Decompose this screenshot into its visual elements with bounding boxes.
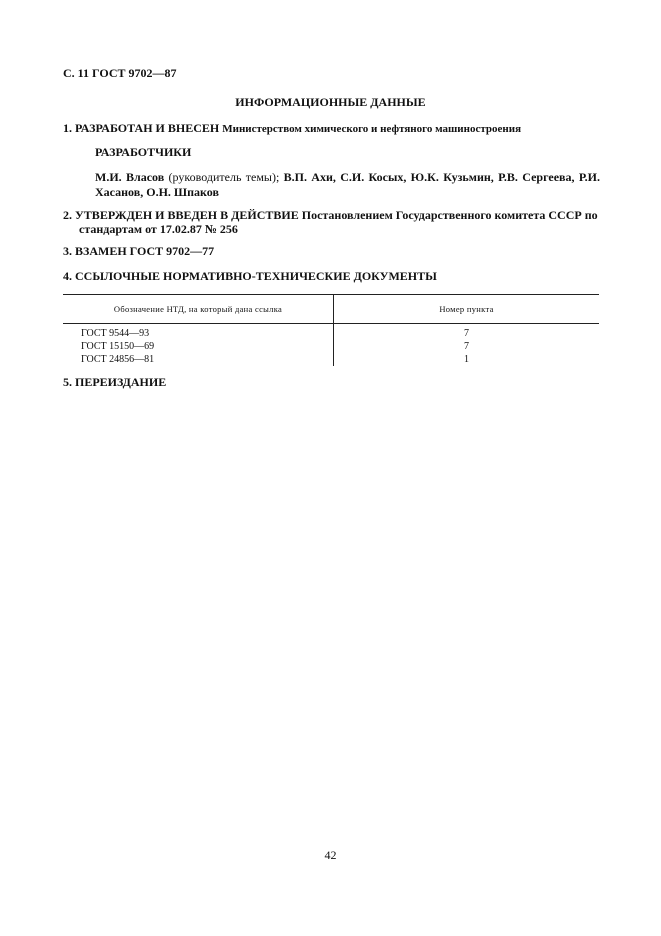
table-cell-clause: 7: [464, 340, 469, 352]
section-4: 4. ССЫЛОЧНЫЕ НОРМАТИВНО-ТЕХНИЧЕСКИЕ ДОКУМЕНТЫ: [63, 269, 437, 283]
table-cell-document: ГОСТ 24856—81: [63, 353, 334, 366]
developers-heading: РАЗРАБОТЧИКИ: [95, 145, 192, 159]
section-2-text-continued: стандартам от 17.02.87 № 256: [79, 222, 238, 236]
developer-names: В.П. Ахи, С.И. Косых, Ю.К. Кузьмин, Р.В. Сергеева, Р.И. Хасанов, О.Н. Шпаков: [95, 170, 600, 199]
section-1-text: Министерством химического и нефтяного машиностроения: [222, 123, 522, 135]
section-1: [63, 121, 521, 136]
document-title: ИНФОРМАЦИОННЫЕ ДАННЫЕ: [235, 95, 426, 109]
developer-lead-role: (руководитель темы);: [164, 170, 284, 184]
section-2-text: Постановлением Государственного комитета СССР по: [301, 208, 598, 222]
table-cell-document: ГОСТ 9544—93: [63, 324, 334, 341]
table-cell-clause: 1: [464, 353, 469, 365]
column-header-document: Обозначение НТД, на который дана ссылка: [63, 295, 334, 324]
developers-list: [95, 170, 600, 200]
page-number: 42: [324, 848, 337, 862]
section-5: 5. ПЕРЕИЗДАНИЕ: [63, 375, 167, 389]
table-cell-clause: 7: [464, 327, 469, 339]
table-cell-document: ГОСТ 15150—69: [63, 340, 334, 353]
column-header-clause: Номер пункта: [334, 295, 600, 324]
section-3: 3. ВЗАМЕН ГОСТ 9702—77: [63, 244, 215, 258]
references-table: [63, 294, 599, 366]
page-header: С. 11 ГОСТ 9702—87: [63, 66, 177, 80]
table-header-row: [63, 295, 599, 324]
table-row: [63, 324, 599, 341]
developer-lead-name: М.И. Власов: [95, 170, 165, 184]
section-2-label: 2. УТВЕРЖДЕН И ВВЕДЕН В ДЕЙСТВИЕ: [63, 208, 299, 222]
section-1-label: 1. РАЗРАБОТАН И ВНЕСЕН: [63, 121, 220, 135]
section-2: [63, 208, 603, 236]
table-row: [63, 340, 599, 353]
table-row: [63, 353, 599, 366]
